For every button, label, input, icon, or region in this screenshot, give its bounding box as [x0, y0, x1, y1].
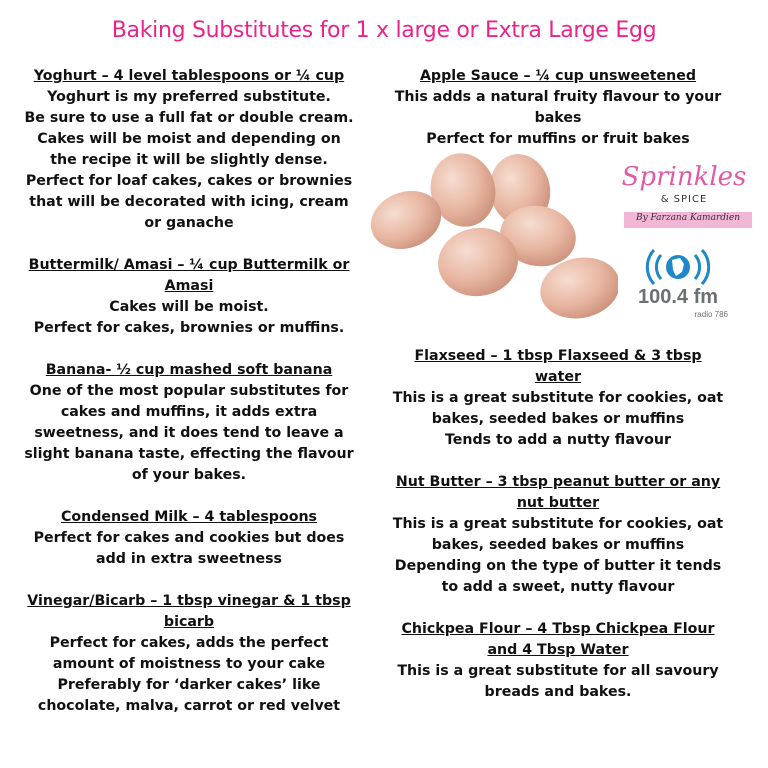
substitute-section	[14, 591, 364, 717]
section-body-line: Cakes will be moist and depending on	[37, 131, 341, 147]
section-body-line: bakes, seeded bakes or muffins	[431, 537, 685, 553]
logo-sprinkles-byline: By Farzana Kamardien	[635, 213, 741, 223]
section-body-line: One of the most popular substitutes for	[29, 383, 349, 399]
section-body-line: Perfect for cakes, adds the perfect	[49, 635, 329, 651]
section-body-line: Depending on the type of butter it tends	[394, 558, 722, 574]
section-body-line: sweetness, and it does tend to leave a	[34, 425, 344, 441]
section-heading: Amasi	[164, 278, 214, 294]
section-heading: Vinegar/Bicarb – 1 tbsp vinegar & 1 tbsp	[27, 593, 351, 609]
logo-sprinkles-title: Sprinkles	[621, 162, 747, 192]
section-body-line: This is a great substitute for cookies, oat	[392, 516, 724, 532]
page-title: Baking Substitutes for 1 x large or Extra Large Egg	[111, 18, 657, 43]
substitute-section	[388, 472, 728, 598]
section-heading: and 4 Tbsp Water	[487, 642, 629, 658]
section-heading: nut butter	[516, 495, 600, 511]
section-body-line: or ganache	[144, 215, 234, 231]
right-column-sections	[388, 346, 728, 703]
section-body-line: to add a sweet, nutty flavour	[441, 579, 675, 595]
section-body-line: chocolate, malva, carrot or red velvet	[37, 698, 341, 714]
substitute-section	[14, 66, 364, 234]
section-heading: Banana- ½ cup mashed soft banana	[45, 362, 333, 378]
section-body-line: cakes and muffins, it adds extra	[60, 404, 318, 420]
section-heading: Apple Sauce – ¼ cup unsweetened	[419, 68, 697, 84]
radio-subtitle: radio 786	[694, 310, 728, 319]
section-heading: bicarb	[163, 614, 215, 630]
section-body-line: slight banana taste, effecting the flavour	[24, 446, 354, 462]
apple-sauce-section	[388, 66, 728, 150]
section-body-line: Perfect for cakes, brownies or muffins.	[33, 320, 345, 336]
eggs-image	[368, 150, 618, 330]
substitute-section	[14, 507, 364, 570]
substitute-section	[14, 360, 364, 486]
section-body-line: breads and bakes.	[484, 684, 632, 700]
section-body-line: This adds a natural fruity flavour to your	[394, 89, 722, 105]
section-heading: Condensed Milk – 4 tablespoons	[61, 509, 317, 525]
section-body-line: add in extra sweetness	[96, 551, 282, 567]
section-body-line: Perfect for loaf cakes, cakes or brownies	[25, 173, 353, 189]
section-body-line: Cakes will be moist.	[109, 299, 269, 315]
logo-sprinkles-subtitle: & SPICE	[660, 194, 708, 205]
section-body-line: that will be decorated with icing, cream	[29, 194, 349, 210]
section-heading: Flaxseed – 1 tbsp Flaxseed & 3 tbsp	[414, 348, 702, 364]
sprinkles-and-spice-logo	[616, 158, 752, 238]
section-body-line: bakes, seeded bakes or muffins	[431, 411, 685, 427]
left-column	[14, 66, 364, 738]
radio-786-logo	[628, 246, 728, 326]
section-body-line: Be sure to use a full fat or double cream.	[24, 110, 354, 126]
radio-frequency: 100.4 fm	[637, 286, 719, 308]
section-body-line: This is a great substitute for all savoury	[397, 663, 719, 679]
radio-wave-icon	[628, 246, 728, 288]
section-body-line: Tends to add a nutty flavour	[445, 432, 671, 448]
section-body-line: the recipe it will be slightly dense.	[50, 152, 328, 168]
section-heading: Nut Butter – 3 tbsp peanut butter or any	[395, 474, 721, 490]
section-body-line: Perfect for muffins or fruit bakes	[426, 131, 690, 147]
section-body-line: bakes	[534, 110, 582, 126]
section-heading: Yoghurt – 4 level tablespoons or ¼ cup	[33, 68, 345, 84]
section-body-line: Preferably for ‘darker cakes’ like	[57, 677, 321, 693]
section-body-line: amount of moistness to your cake	[52, 656, 326, 672]
substitute-section	[14, 255, 364, 339]
substitute-section	[388, 619, 728, 703]
section-body-line: of your bakes.	[131, 467, 247, 483]
section-body-line: Yoghurt is my preferred substitute.	[47, 89, 331, 105]
section-heading: water	[534, 369, 582, 385]
section-body-line: This is a great substitute for cookies, oat	[392, 390, 724, 406]
section-heading: Buttermilk/ Amasi – ¼ cup Buttermilk or	[28, 257, 350, 273]
substitute-section	[388, 346, 728, 451]
section-heading: Chickpea Flour – 4 Tbsp Chickpea Flour	[401, 621, 715, 637]
section-body-line: Perfect for cakes and cookies but does	[33, 530, 345, 546]
